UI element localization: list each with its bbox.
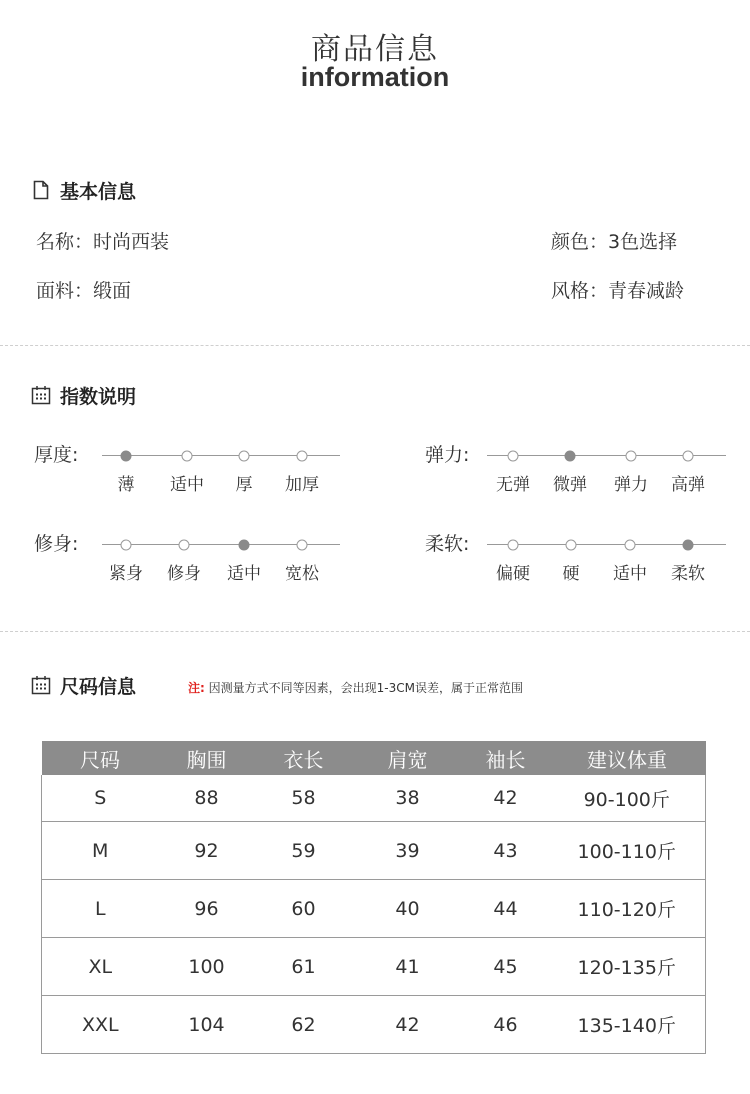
table-cell: 62 — [255, 996, 353, 1054]
column-header: 衣长 — [255, 741, 353, 775]
scale-option-label: 微弹 — [553, 475, 587, 495]
column-header: 建议体重 — [549, 741, 706, 775]
scale-option-label: 适中 — [227, 564, 261, 584]
table-cell: 41 — [353, 938, 463, 996]
scale-dot — [566, 539, 577, 550]
table-cell: 58 — [255, 775, 353, 822]
calendar-icon — [30, 674, 52, 696]
section-basic-title: 基本信息 — [60, 180, 137, 203]
scale-option-label: 适中 — [613, 564, 647, 584]
table-cell: L — [42, 880, 159, 938]
page-title-cn: 商品信息 — [311, 32, 439, 67]
size-note — [188, 679, 523, 696]
page-title-en: information — [300, 62, 450, 92]
size-table-header — [42, 741, 706, 775]
table-cell: 46 — [463, 996, 549, 1054]
info-item-color: 颜色：3色选择 — [551, 231, 678, 253]
scale-dot-selected — [565, 450, 576, 461]
column-header: 胸围 — [159, 741, 255, 775]
scale-option-label: 紧身 — [109, 564, 143, 584]
table-cell: 38 — [353, 775, 463, 822]
scale-option-label: 柔软 — [671, 564, 705, 584]
scale-dot — [239, 450, 250, 461]
column-header: 肩宽 — [353, 741, 463, 775]
table-cell: 40 — [353, 880, 463, 938]
table-cell: XXL — [42, 996, 159, 1054]
size-note-text: 因测量方式不同等因素，会出现1-3CM误差，属于正常范围 — [208, 681, 523, 695]
section-size-heading — [30, 672, 136, 698]
table-cell: 45 — [463, 938, 549, 996]
table-cell: 110-120斤 — [549, 880, 706, 938]
table-cell: M — [42, 822, 159, 880]
table-cell: 96 — [159, 880, 255, 938]
table-cell: 120-135斤 — [549, 938, 706, 996]
table-cell: 90-100斤 — [549, 775, 706, 822]
table-cell: 100 — [159, 938, 255, 996]
scale-dot-selected — [683, 539, 694, 550]
scale-option-label: 偏硬 — [496, 564, 530, 584]
table-cell: 44 — [463, 880, 549, 938]
column-header: 袖长 — [463, 741, 549, 775]
table-row — [42, 996, 706, 1054]
table-cell: 88 — [159, 775, 255, 822]
scale-dot — [179, 539, 190, 550]
scale-dot — [297, 450, 308, 461]
table-cell: 100-110斤 — [549, 822, 706, 880]
column-header: 尺码 — [42, 741, 159, 775]
size-table — [41, 741, 706, 1054]
scale-dot — [121, 539, 132, 550]
table-cell: 104 — [159, 996, 255, 1054]
scale-dot — [297, 539, 308, 550]
table-cell: XL — [42, 938, 159, 996]
table-row — [42, 938, 706, 996]
index-label-thickness: 厚度: — [34, 444, 79, 466]
scale-option-label: 高弹 — [671, 475, 705, 495]
scale-dot — [626, 450, 637, 461]
scale-dot-selected — [239, 539, 250, 550]
section-size-title: 尺码信息 — [60, 675, 137, 698]
scale-dot-selected — [121, 450, 132, 461]
table-cell: 59 — [255, 822, 353, 880]
scale-option-label: 弹力 — [614, 475, 648, 495]
table-row — [42, 775, 706, 822]
section-divider — [0, 631, 750, 632]
calendar-icon — [30, 384, 52, 406]
index-label-elasticity: 弹力: — [425, 444, 470, 466]
index-label-fit: 修身: — [34, 533, 79, 555]
table-row — [42, 880, 706, 938]
scale-option-label: 适中 — [170, 475, 204, 495]
scale-option-label: 硬 — [562, 564, 580, 584]
table-cell: 39 — [353, 822, 463, 880]
scale-option-label: 加厚 — [285, 475, 319, 495]
table-cell: 42 — [353, 996, 463, 1054]
scale-dot — [683, 450, 694, 461]
scale-option-label: 薄 — [117, 475, 135, 495]
size-note-prefix: 注: — [188, 681, 205, 695]
table-row — [42, 822, 706, 880]
section-index-title: 指数说明 — [60, 385, 137, 408]
document-icon — [30, 179, 52, 201]
table-cell: S — [42, 775, 159, 822]
info-item-fabric: 面料：缎面 — [36, 280, 132, 302]
section-divider — [0, 345, 750, 346]
table-cell: 42 — [463, 775, 549, 822]
info-item-style: 风格：青春减龄 — [551, 280, 685, 302]
table-cell: 43 — [463, 822, 549, 880]
section-basic-heading — [30, 177, 136, 203]
scale-dot — [182, 450, 193, 461]
scale-dot — [625, 539, 636, 550]
scale-option-label: 无弹 — [496, 475, 530, 495]
scale-dot — [508, 539, 519, 550]
table-cell: 60 — [255, 880, 353, 938]
table-cell: 61 — [255, 938, 353, 996]
index-label-softness: 柔软: — [425, 533, 470, 555]
scale-dot — [508, 450, 519, 461]
scale-option-label: 厚 — [235, 475, 253, 495]
table-cell: 135-140斤 — [549, 996, 706, 1054]
table-cell: 92 — [159, 822, 255, 880]
scale-option-label: 宽松 — [285, 564, 319, 584]
scale-option-label: 修身 — [167, 564, 201, 584]
info-item-name: 名称：时尚西装 — [36, 231, 170, 253]
section-index-heading — [30, 382, 136, 408]
